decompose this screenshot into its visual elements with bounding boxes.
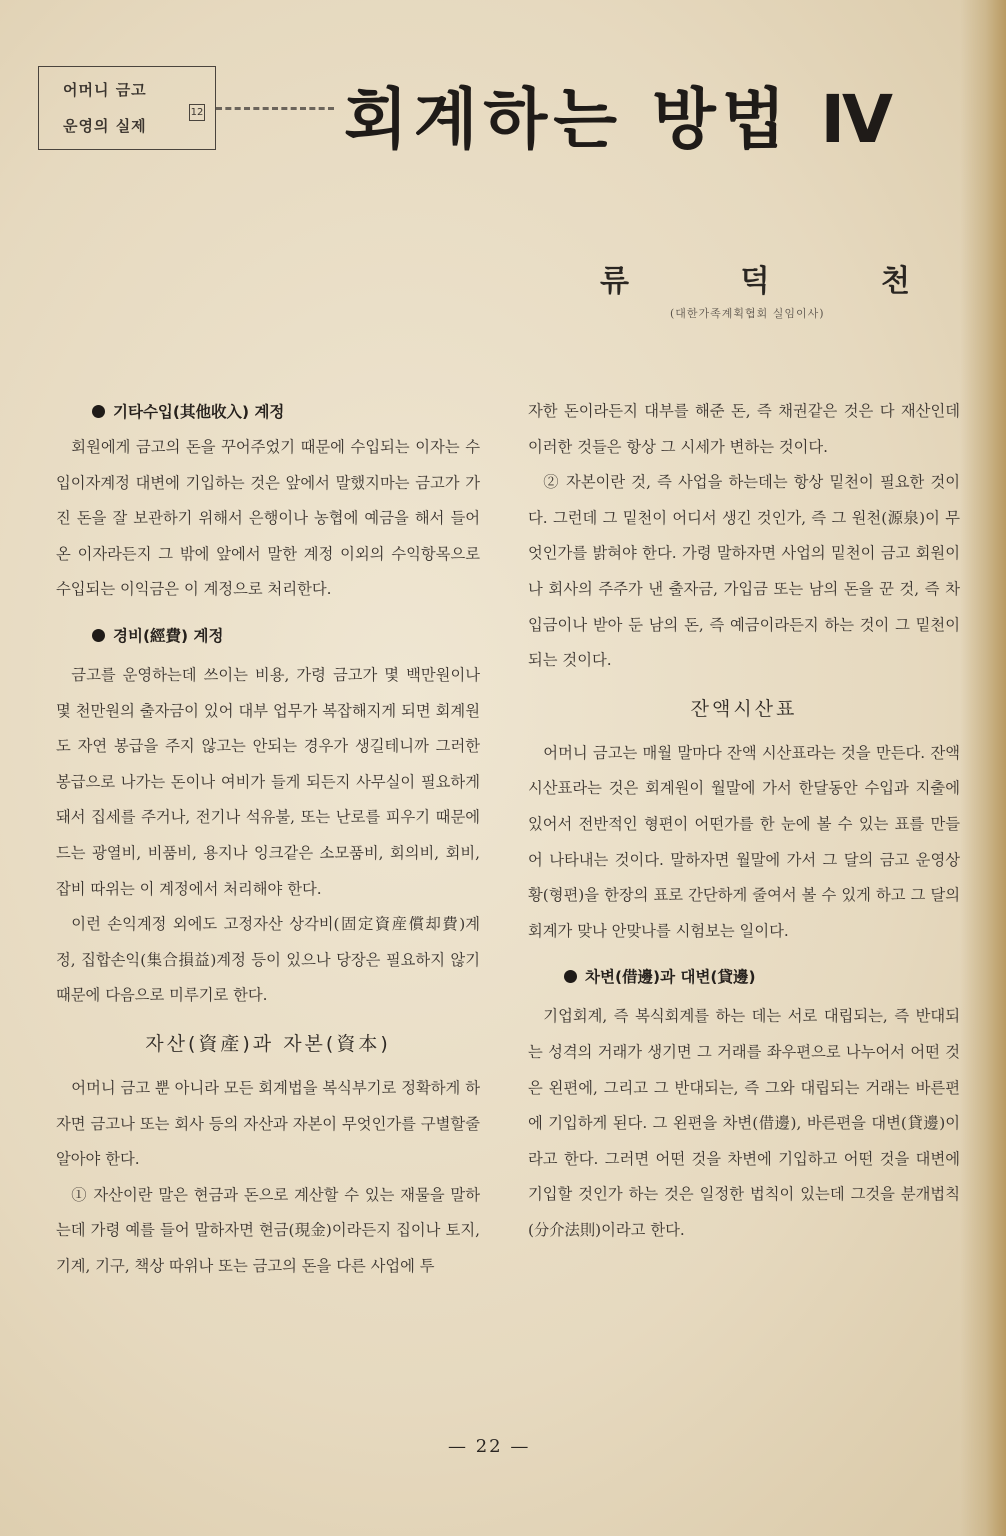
paragraph: 기업회계, 즉 복식회계를 하는 데는 서로 대립되는, 즉 반대되는 성격의 거래가 생기면 그 거래를 좌우편으로 나누어서 어떤 것은 왼편에, 그리고 그 반대되는, 즉 그와 대립되는 거래는 바른편에 기입하게 된다. 그 왼편을 차변(借邊), 바른편을 대변(貸邊)이라고 한다. 그러면 어떤 것을 차변에 기입하고 어떤 것을 대변에 기입할 것인가 하는 것은 일정한 법칙이 있는데 그것을 분개법칙(分介法則)이라고 한다. bbox=[528, 1007, 960, 1239]
paragraph: 어머니 금고 뿐 아니라 모든 회계법을 복식부기로 정확하게 하자면 금고나 또는 회사 등의 자산과 자본이 무엇인가를 구별할줄 알아야 한다. bbox=[56, 1078, 480, 1169]
author-affiliation: (대한가족계획협회 실임이사) bbox=[670, 307, 825, 320]
paragraph: 이런 손익계정 외에도 고정자산 상각비(固定資産償却費)계정, 집합손익(集合損益)계정 등이 있으나 당장은 필요하지 않기 때문에 다음으로 미루기로 한다. bbox=[56, 915, 480, 1005]
bullet-icon bbox=[92, 405, 105, 418]
series-label-box bbox=[38, 66, 216, 150]
author-char: 천 bbox=[881, 264, 910, 299]
bullet-icon bbox=[564, 970, 577, 983]
right-column bbox=[528, 394, 960, 1248]
page-number: — 22 — bbox=[448, 1436, 531, 1457]
page-edge-shadow bbox=[960, 0, 1006, 1536]
title-dash-divider bbox=[216, 107, 334, 110]
series-line-1: 어머니 금고 bbox=[63, 81, 147, 99]
paragraph: 자한 돈이라든지 대부를 해준 돈, 즉 채권같은 것은 다 재산인데 이러한 것들은 항상 그 시세가 변하는 것이다. bbox=[528, 402, 960, 456]
paragraph: 회원에게 금고의 돈을 꾸어주었기 때문에 수입되는 이자는 수입이자계정 대변에 기입하는 것은 앞에서 말했지마는 금고가 가진 돈을 잘 보관하기 위해서 은행이나 농협에 예금을 해서 들어온 이자라든지 그 밖에 앞에서 말한 계정 이외의 수익항목으로 수입되는 이익금은 이 계정으로 처리한다. bbox=[56, 438, 480, 599]
paragraph: 금고를 운영하는데 쓰이는 비용, 가령 금고가 몇 백만원이나 몇 천만원의 출자금이 있어 대부 업무가 복잡해지게 되면 회계원도 자연 봉급을 주지 않고는 안되는 경우가 생길테니까 그러한 봉급으로 나가는 돈이나 여비가 들게 되든지 사무실이 필요하게 돼서 집세를 주거나, 전기나 석유불, 또는 난로를 피우기 때문에 드는 광열비, 비품비, 용지나 잉크같은 소모품비, 회의비, 회비, 잡비 따위는 이 계정에서 처리해야 한다. bbox=[56, 665, 480, 898]
author-name bbox=[600, 256, 910, 300]
paragraph: ① 자산이란 말은 현금과 돈으로 계산할 수 있는 재물을 말하는데 가령 예를 들어 말하자면 현금(現金)이라든지 집이나 토지, 기계, 기구, 책상 따위나 또는 금고의 돈을 다른 사업에 투 bbox=[56, 1185, 480, 1275]
section-heading: 기타수입(其他收入) 계정 bbox=[56, 394, 480, 430]
bullet-icon bbox=[92, 629, 105, 642]
section-title-centered: 자산(資產)과 자본(資本) bbox=[145, 1032, 391, 1055]
left-column bbox=[56, 394, 480, 1284]
article-title: 회계하는 방법 Ⅳ bbox=[344, 81, 900, 158]
author-char: 류 bbox=[600, 264, 629, 299]
series-number: 12 bbox=[189, 104, 205, 121]
paragraph: ② 자본이란 것, 즉 사업을 하는데는 항상 밑천이 필요한 것이다. 그런데 그 밑천이 어디서 생긴 것인가, 즉 그 원천(源泉)이 무엇인가를 밝혀야 한다. 가령 말하자면 사업의 밑천이 금고 회원이나 회사의 주주가 낸 출자금, 가입금 또는 남의 돈을 꾼 것, 즉 차입금이나 받아 둔 남의 돈, 즉 예금이라든지 하는 것이 그 밑천이 되는 것이다. bbox=[528, 473, 960, 670]
section-heading: 차변(借邊)과 대변(貸邊) bbox=[528, 949, 960, 999]
paragraph: 어머니 금고는 매월 말마다 잔액 시산표라는 것을 만든다. 잔액 시산표라는 것은 회계원이 월말에 가서 한달동안 수입과 지출에 있어서 전반적인 형편이 어떤가를 한 눈에 볼 수 있는 표를 만들어 나타내는 것이다. 말하자면 월말에 가서 그 달의 금고 운영상황(형편)을 한장의 표로 간단하게 줄여서 볼 수 있게 하고 그 달의 회계가 맞나 안맞나를 시험보는 일이다. bbox=[528, 743, 960, 940]
section-title-centered: 잔액시산표 bbox=[690, 697, 798, 720]
section-heading: 경비(經費) 계정 bbox=[56, 608, 480, 658]
series-line-2: 운영의 실제 bbox=[63, 117, 147, 135]
author-char: 덕 bbox=[740, 264, 770, 299]
